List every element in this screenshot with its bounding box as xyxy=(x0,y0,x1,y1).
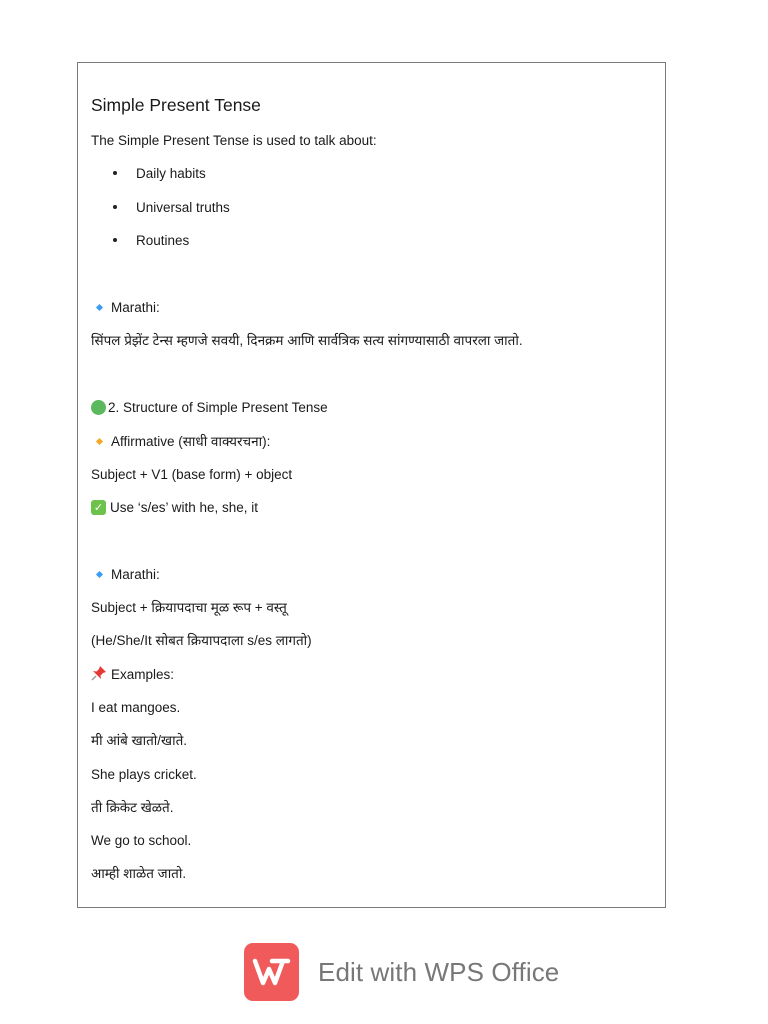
bullet-icon xyxy=(113,171,117,175)
examples-label: Examples: xyxy=(91,666,174,684)
marathi-translation: सिंपल प्रेझेंट टेन्स म्हणजे सवयी, दिनक्रम आणि सार्वत्रिक सत्य सांगण्यासाठी वापरला जातो. xyxy=(91,333,523,348)
example-translation: मी आंबे खातो/खाते. xyxy=(91,733,188,748)
example-sentence: We go to school. xyxy=(91,833,192,848)
document-title: Simple Present Tense xyxy=(91,95,261,115)
check-mark-icon: ✓ xyxy=(91,500,106,515)
example-sentence: I eat mangoes. xyxy=(91,700,181,715)
wps-logo-icon[interactable] xyxy=(244,943,299,1001)
marathi-formula: Subject + क्रियापदाचा मूळ रूप + वस्तू xyxy=(91,600,287,615)
wps-edit-label[interactable]: Edit with WPS Office xyxy=(318,956,560,987)
structure-formula: Subject + V1 (base form) + object xyxy=(91,467,293,482)
orange-diamond-icon xyxy=(96,438,103,445)
marathi-rule: (He/She/It सोबत क्रियापदाला s/es लागतो) xyxy=(91,633,312,648)
section-heading: 2. Structure of Simple Present Tense xyxy=(91,399,328,417)
marathi-label: Marathi: xyxy=(91,299,160,317)
document-page xyxy=(77,62,666,908)
list-item: Daily habits xyxy=(113,165,206,183)
example-translation: आम्ही शाळेत जातो. xyxy=(91,866,187,881)
intro-text: The Simple Present Tense is used to talk about: xyxy=(91,133,377,148)
pushpin-icon xyxy=(91,665,107,681)
bullet-icon xyxy=(113,205,117,209)
green-circle-icon xyxy=(91,400,106,415)
example-translation: ती क्रिकेट खेळते. xyxy=(91,800,174,815)
list-item: Routines xyxy=(113,232,189,250)
blue-diamond-icon xyxy=(96,304,103,311)
marathi-label: Marathi: xyxy=(91,566,160,584)
use-rule: ✓ Use ‘s/es’ with he, she, it xyxy=(91,499,258,517)
bullet-icon xyxy=(113,238,117,242)
blue-diamond-icon xyxy=(96,571,103,578)
wps-edit-banner[interactable] xyxy=(244,942,559,1002)
list-item: Universal truths xyxy=(113,199,230,217)
affirmative-label: Affirmative (साधी वाक्यरचना): xyxy=(91,433,270,451)
example-sentence: She plays cricket. xyxy=(91,767,197,782)
